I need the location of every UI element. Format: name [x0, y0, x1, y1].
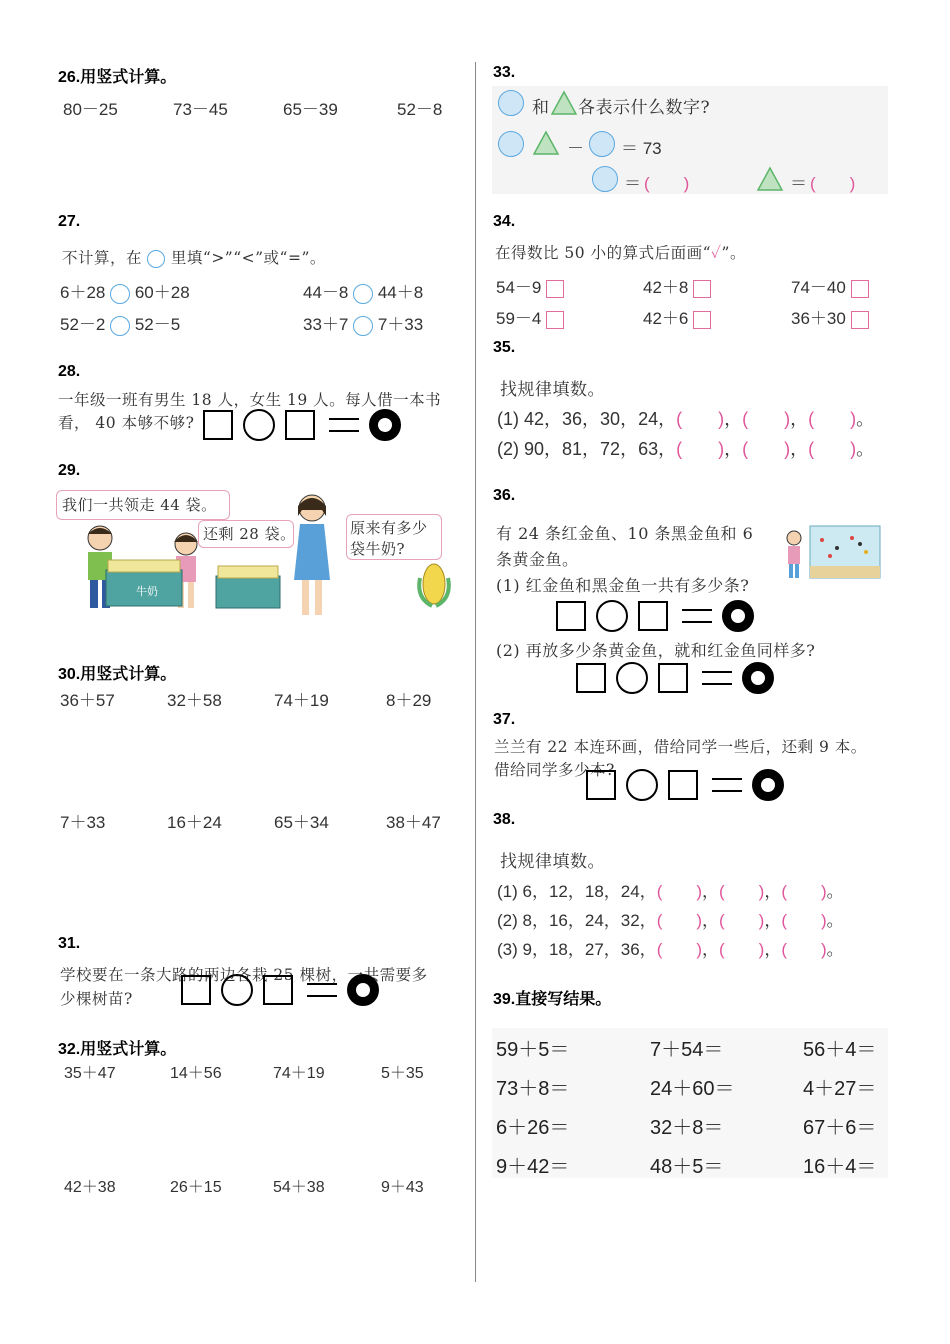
equals-sign-icon — [682, 609, 712, 623]
compare-answer-circle[interactable] — [110, 284, 130, 304]
q35-seq-text: (1) 42，36，30，24， — [497, 409, 677, 429]
q35-sequence-2: (2) 90，81，72，63，( )，( )，( )。 — [497, 439, 875, 459]
q38-sequence-3: (3) 9，18，27，36，( )，( )，( )。 — [497, 940, 844, 959]
q39-item: 16＋4＝ — [803, 1156, 877, 1178]
q33-circle-equals: ＝ — [624, 174, 641, 193]
q34-item — [643, 304, 711, 329]
q27-row-2-left — [60, 310, 180, 336]
q30-item: 65＋34 — [274, 813, 329, 832]
q32-item: 5＋35 — [381, 1065, 424, 1082]
compare-circle-icon — [147, 250, 165, 268]
q38-sequence-2: (2) 8，16，24，32，( )，( )，( )。 — [497, 911, 844, 930]
q32-title: 32.用竖式计算。 — [58, 1041, 177, 1058]
q36-line-1: 有 24 条红金鱼、10 条黑金鱼和 6 — [496, 524, 754, 543]
q35-title: 35. — [493, 339, 516, 356]
blank[interactable]: ( ) — [742, 409, 791, 429]
q27-row-1-right — [303, 278, 423, 304]
q30-item: 36＋57 — [60, 691, 115, 710]
check-box[interactable] — [693, 311, 711, 329]
q27-expr: 52－5 — [134, 315, 181, 334]
q30-item: 7＋33 — [60, 813, 106, 832]
compare-answer-circle[interactable] — [353, 284, 373, 304]
q39-item: 32＋8＝ — [650, 1117, 724, 1139]
q32-item: 54＋38 — [273, 1179, 325, 1196]
q39-item: 59＋5＝ — [496, 1039, 570, 1061]
operand-box[interactable] — [586, 770, 616, 800]
q39-item: 24＋60＝ — [650, 1078, 735, 1100]
q37-answer-equation — [586, 769, 784, 801]
q33-triangle-equals: ＝ — [790, 174, 807, 193]
q34-item — [496, 304, 564, 329]
q27-expr: 52－2 — [60, 315, 106, 334]
q36-part-1-equation — [556, 600, 754, 632]
operand-box[interactable] — [658, 663, 688, 693]
q26-item-4: 52－8 — [397, 100, 443, 119]
q32-item: 14＋56 — [170, 1065, 222, 1082]
q38-sequence-1: (1) 6，12，18，24，( )，( )，( )。 — [497, 882, 844, 901]
blank[interactable]: ( ) — [781, 882, 827, 901]
check-box[interactable] — [546, 311, 564, 329]
blank[interactable]: ( ) — [742, 439, 791, 459]
operator-circle[interactable] — [626, 769, 658, 801]
q30-item: 32＋58 — [167, 691, 222, 710]
q32-item: 42＋38 — [64, 1179, 116, 1196]
blank[interactable]: ( ) — [719, 940, 765, 959]
operand-box[interactable] — [576, 663, 606, 693]
equals-sign-icon — [307, 983, 337, 997]
column-divider — [475, 62, 476, 1282]
q33-title: 33. — [493, 64, 516, 81]
q29-bubble-3-line-2: 袋牛奶? — [350, 540, 406, 558]
operator-circle[interactable] — [221, 974, 253, 1006]
blank[interactable]: ( ) — [808, 409, 857, 429]
q29-bubble-3-line-1: 原来有多少 — [350, 519, 428, 537]
operand-box[interactable] — [556, 601, 586, 631]
q32-item: 9＋43 — [381, 1179, 424, 1196]
check-box[interactable] — [851, 311, 869, 329]
result-ring[interactable] — [347, 974, 379, 1006]
blank[interactable]: ( ) — [656, 940, 703, 959]
q31-title: 31. — [58, 935, 81, 952]
compare-answer-circle[interactable] — [353, 316, 373, 336]
q34-instruction-a: 在得数比 50 小的算式后面画“ — [495, 244, 712, 262]
q29-bubble-2: 还剩 28 袋。 — [203, 525, 296, 543]
teacher-icon — [284, 490, 344, 620]
q33-triangle-answer[interactable]: ( ) — [810, 174, 856, 193]
blank[interactable]: ( ) — [808, 439, 857, 459]
q26-title: 26.用竖式计算。 — [58, 69, 177, 86]
q39-item: 4＋27＝ — [803, 1078, 877, 1100]
checkmark-icon: ✓ — [711, 244, 722, 262]
q33-minus: － — [567, 139, 584, 158]
circle-shape-icon — [589, 131, 615, 157]
q26-item-1: 80－25 — [63, 100, 118, 119]
q28-title: 28. — [58, 363, 81, 380]
q36-line-2: 条黄金鱼。 — [496, 550, 579, 569]
q31-line-2: 少棵树苗? — [60, 990, 133, 1008]
blank[interactable]: ( ) — [676, 409, 725, 429]
q27-instruction-a: 不计算，在 — [62, 249, 143, 267]
q37-line-2: 借给同学多少本? — [494, 761, 615, 779]
result-ring[interactable] — [369, 409, 401, 441]
q28-line-2: 看， 40 本够不够? — [58, 414, 195, 432]
q35-seq-text: (2) 90，81，72，63， — [497, 439, 677, 459]
q39-item: 56＋4＝ — [803, 1039, 877, 1061]
corn-mascot-icon — [414, 558, 454, 610]
blank[interactable]: ( ) — [719, 911, 765, 930]
q27-instruction-b: 里填“>”“<”或“=”。 — [170, 249, 326, 267]
q35-sequence-1: (1) 42，36，30，24，( )，( )，( )。 — [497, 409, 875, 429]
q27-expr: 33＋7 — [303, 315, 349, 334]
q37-line-1: 兰兰有 22 本连环画，借给同学一些后，还剩 9 本。 — [494, 738, 867, 756]
q32-item: 35＋47 — [64, 1065, 116, 1082]
q34-item — [496, 273, 564, 298]
q29-illustration — [56, 488, 456, 623]
q38-seq-text: (2) 8，16，24，32， — [497, 911, 657, 930]
q33-circle-answer[interactable]: ( ) — [644, 174, 690, 193]
q36-title: 36. — [493, 487, 516, 504]
q34-expr: 74－40 — [791, 278, 846, 297]
blank[interactable]: ( ) — [781, 940, 827, 959]
q34-title: 34. — [493, 213, 516, 230]
q27-instruction — [62, 246, 326, 268]
q27-title: 27. — [58, 213, 81, 230]
check-box[interactable] — [546, 280, 564, 298]
q39-title: 39.直接写结果。 — [493, 991, 612, 1008]
q39-item: 6＋26＝ — [496, 1117, 570, 1139]
q39-item: 9＋42＝ — [496, 1156, 570, 1178]
q34-item — [643, 273, 711, 298]
blank[interactable]: ( ) — [676, 439, 725, 459]
q27-expr: 44＋8 — [377, 283, 424, 302]
operator-circle[interactable] — [243, 409, 275, 441]
equals-sign-icon — [702, 671, 732, 685]
q29-bubble-1: 我们一共领走 44 袋。 — [62, 496, 217, 514]
q39-item: 67＋6＝ — [803, 1117, 877, 1139]
q34-instruction-b: ”。 — [721, 244, 746, 262]
triangle-shape-icon — [756, 166, 784, 192]
q27-expr: 6＋28 — [60, 283, 106, 302]
q27-expr: 60＋28 — [134, 283, 190, 302]
q31-answer-equation — [181, 974, 379, 1006]
operand-box[interactable] — [638, 601, 668, 631]
operand-box[interactable] — [203, 410, 233, 440]
triangle-shape-icon — [532, 130, 560, 156]
operator-circle[interactable] — [596, 600, 628, 632]
circle-shape-icon — [498, 131, 524, 157]
q27-row-2-right — [303, 310, 423, 336]
operand-box[interactable] — [263, 975, 293, 1005]
q36-part-1: (1) 红金鱼和黑金鱼一共有多少条? — [496, 576, 750, 595]
circle-shape-icon — [592, 166, 618, 192]
q32-item: 74＋19 — [273, 1065, 325, 1082]
q38-title: 38. — [493, 811, 516, 828]
q27-expr: 7＋33 — [377, 315, 424, 334]
q34-item — [791, 273, 869, 298]
q34-expr: 36＋30 — [791, 309, 846, 328]
q34-expr: 42＋8 — [643, 278, 689, 297]
operator-circle[interactable] — [616, 662, 648, 694]
q32-item: 26＋15 — [170, 1179, 222, 1196]
compare-answer-circle[interactable] — [110, 316, 130, 336]
circle-shape-icon — [498, 90, 524, 116]
operand-box[interactable] — [668, 770, 698, 800]
q33-and: 和 — [532, 98, 550, 118]
blank[interactable]: ( ) — [719, 882, 765, 901]
q28-line-1: 一年级一班有男生 18 人，女生 19 人。每人借一本书 — [58, 391, 442, 409]
q39-item: 48＋5＝ — [650, 1156, 724, 1178]
q33-question: 各表示什么数字? — [578, 98, 711, 118]
operand-box[interactable] — [181, 975, 211, 1005]
q34-expr: 54－9 — [496, 278, 542, 297]
q38-seq-text: (3) 9，18，27，36， — [497, 940, 657, 959]
q31-line-1: 学校要在一条大路的两边各栽 25 棵树，一共需要多 — [60, 966, 428, 984]
equals-sign-icon — [329, 418, 359, 432]
blank[interactable]: ( ) — [781, 911, 827, 930]
q34-expr: 42＋6 — [643, 309, 689, 328]
triangle-shape-icon — [550, 90, 578, 116]
q39-item: 7＋54＝ — [650, 1039, 724, 1061]
milk-box-icon — [214, 562, 284, 612]
q33-result: ＝ 73 — [621, 139, 662, 158]
blank[interactable]: ( ) — [656, 882, 703, 901]
result-ring[interactable] — [722, 600, 754, 632]
equals-sign-icon — [712, 778, 742, 792]
check-box[interactable] — [851, 280, 869, 298]
children-with-milk-box-icon — [78, 524, 208, 619]
q34-instruction — [495, 241, 746, 263]
q26-item-2: 73－45 — [173, 100, 228, 119]
q26-item-3: 65－39 — [283, 100, 338, 119]
q36-part-2: (2) 再放多少条黄金鱼，就和红金鱼同样多? — [496, 641, 816, 660]
q34-item — [791, 304, 869, 329]
q34-expr: 59－4 — [496, 309, 542, 328]
q30-item: 38＋47 — [386, 813, 441, 832]
q35-instruction: 找规律填数。 — [500, 380, 605, 400]
q30-item: 16＋24 — [167, 813, 222, 832]
q28-answer-equation — [203, 409, 401, 441]
q38-instruction: 找规律填数。 — [500, 852, 605, 872]
q30-item: 74＋19 — [274, 691, 329, 710]
q38-seq-text: (1) 6，12，18，24， — [497, 882, 657, 901]
result-ring[interactable] — [752, 769, 784, 801]
q36-part-2-equation — [576, 662, 774, 694]
q27-row-1-left — [60, 278, 190, 304]
q30-item: 8＋29 — [386, 691, 432, 710]
result-ring[interactable] — [742, 662, 774, 694]
q30-title: 30.用竖式计算。 — [58, 666, 177, 683]
operand-box[interactable] — [285, 410, 315, 440]
q37-title: 37. — [493, 711, 516, 728]
fish-tank-icon — [782, 520, 884, 586]
q27-expr: 44－8 — [303, 283, 349, 302]
blank[interactable]: ( ) — [656, 911, 703, 930]
q39-item: 73＋8＝ — [496, 1078, 570, 1100]
q29-title: 29. — [58, 462, 81, 479]
check-box[interactable] — [693, 280, 711, 298]
milk-box-label: 牛奶 — [136, 585, 158, 598]
